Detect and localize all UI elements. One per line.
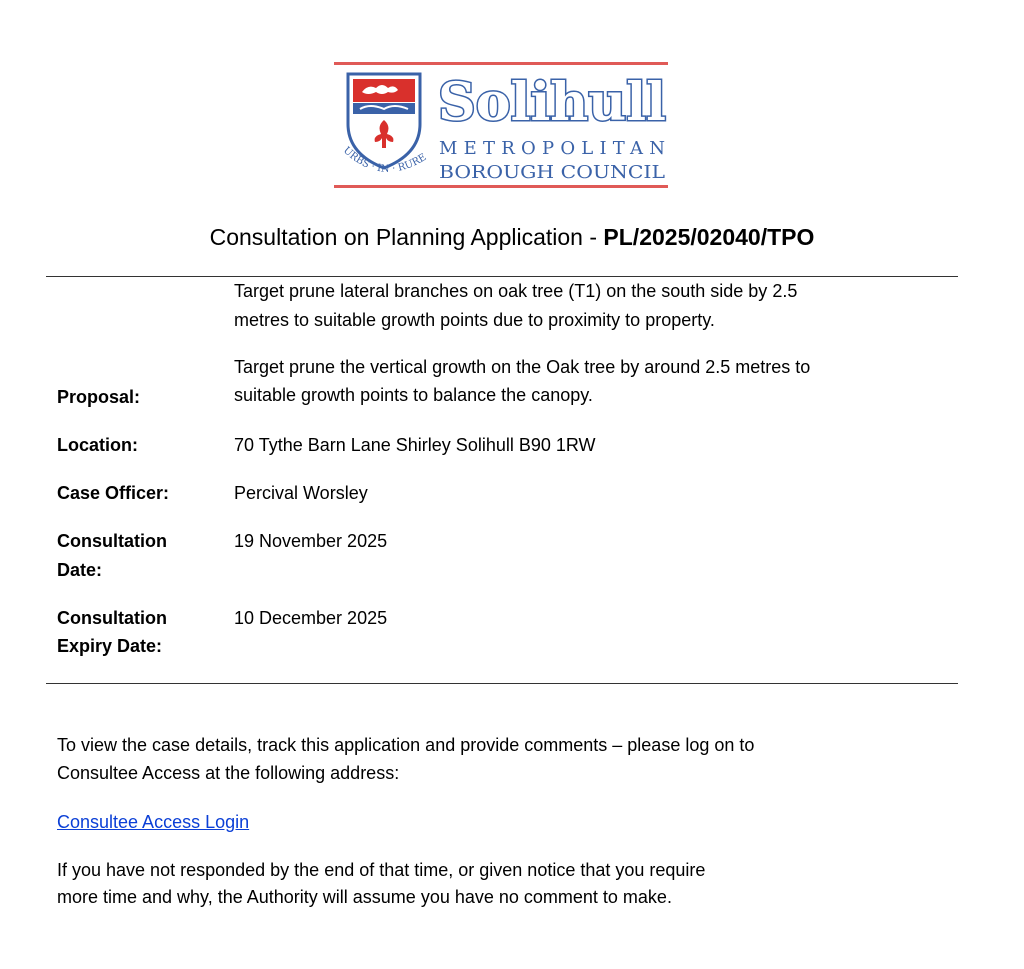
logo-top-rule [334, 62, 668, 65]
logo-bottom-rule [334, 185, 668, 188]
case-officer-value: Percival Worsley [234, 483, 368, 503]
title-prefix: Consultation on Planning Application - [209, 224, 604, 250]
instructions-text: To view the case details, track this application and provide comments – please log on to [57, 735, 755, 755]
shield-icon [348, 74, 420, 168]
logo-motto: URBS · IN · RURE [340, 145, 429, 175]
bottom-divider [46, 683, 958, 684]
consultee-access-login-link[interactable]: Consultee Access Login [57, 812, 250, 832]
council-logo [334, 62, 668, 188]
notice-text: more time and why, the Authority will assume you have no comment to make. [57, 887, 672, 907]
application-reference: PL/2025/02040/TPO [603, 224, 815, 250]
expiry-date-value: 10 December 2025 [234, 608, 388, 628]
proposal-text-line: metres to suitable growth points due to proximity to property. [234, 310, 715, 330]
location-value: 70 Tythe Barn Lane Shirley Solihull B90 1RW [234, 435, 596, 455]
logo-line1: METROPOLITAN [439, 138, 665, 159]
expiry-date-label: Consultation [57, 608, 167, 628]
logo-wordmark: Solihull [438, 72, 666, 133]
location-label: Location: [57, 435, 138, 455]
expiry-date-label: Expiry Date: [57, 636, 163, 656]
notice-text: If you have not responded by the end of that time, or given notice that you require [57, 860, 706, 880]
consultation-date-label: Consultation [57, 531, 167, 551]
consultee-access-link-wrapper [57, 810, 249, 834]
case-officer-label: Case Officer: [57, 483, 170, 503]
proposal-text-line: suitable growth points to balance the canopy. [234, 385, 593, 405]
consultation-date-value: 19 November 2025 [234, 531, 388, 551]
page-title [0, 222, 1024, 252]
proposal-text-line: Target prune lateral branches on oak tree (T1) on the south side by 2.5 [234, 281, 798, 301]
instructions-text: Consultee Access at the following address: [57, 763, 400, 783]
proposal-text-line: Target prune the vertical growth on the Oak tree by around 2.5 metres to [234, 357, 811, 377]
proposal-label: Proposal: [57, 387, 141, 407]
logo-line2: BOROUGH COUNCIL [439, 162, 666, 183]
consultation-date-label: Date: [57, 560, 103, 580]
top-divider [46, 276, 958, 277]
